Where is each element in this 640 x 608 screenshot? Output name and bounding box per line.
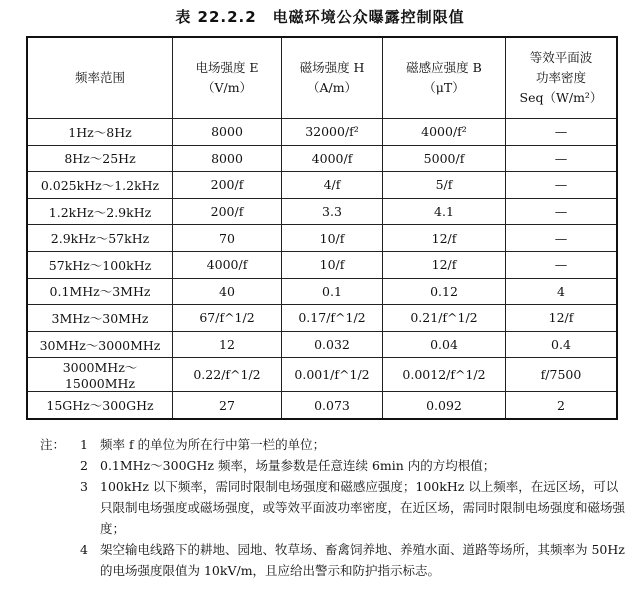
- magnetic-field-cell: 0.001/f^1/2: [282, 358, 383, 392]
- electric-field-cell: 200/f: [173, 198, 282, 225]
- power-density-cell: 4: [506, 278, 618, 305]
- header-magnetic-field-unit: （A/m）: [306, 80, 358, 95]
- magnetic-field-cell: 0.073: [282, 392, 383, 419]
- magnetic-field-cell: 0.032: [282, 331, 383, 358]
- header-magnetic-field-name: 磁场强度 H: [299, 60, 365, 75]
- electric-field-cell: 67/f^1/2: [173, 305, 282, 332]
- magnetic-field-cell: 32000/f²: [282, 119, 383, 146]
- note-item: [40, 539, 625, 581]
- power-density-cell: —: [506, 172, 618, 199]
- electric-field-cell: 40: [173, 278, 282, 305]
- header-power-density: [506, 37, 618, 119]
- magnetic-field-cell: 10/f: [282, 251, 383, 278]
- electric-field-cell: 8000: [173, 119, 282, 146]
- frequency-cell: 1.2kHz～2.9kHz: [27, 198, 173, 225]
- magnetic-induction-cell: 4000/f²: [383, 119, 506, 146]
- power-density-cell: f/7500: [506, 358, 618, 392]
- table-row: [27, 358, 617, 392]
- magnetic-field-cell: 4000/f: [282, 145, 383, 172]
- header-electric-field-name: 电场强度 E: [195, 60, 259, 75]
- notes-lead: 注：: [40, 437, 66, 452]
- magnetic-induction-cell: 0.21/f^1/2: [383, 305, 506, 332]
- frequency-cell: 1Hz～8Hz: [27, 119, 173, 146]
- note-item: [40, 476, 625, 539]
- header-power-density-line2: 功率密度: [535, 70, 586, 85]
- table-row: [27, 331, 617, 358]
- note-text: 0.1MHz～300GHz 频率，场量参数是任意连续 6min 内的方均根值；: [100, 458, 496, 473]
- table-row: [27, 225, 617, 252]
- note-text: 频率 f 的单位为所在行中第一栏的单位；: [100, 437, 326, 452]
- header-frequency-range: 频率范围: [27, 37, 173, 119]
- header-power-density-line1: 等效平面波: [529, 50, 593, 65]
- header-magnetic-induction: [383, 37, 506, 119]
- note-number: 4: [80, 542, 88, 557]
- header-electric-field: [173, 37, 282, 119]
- magnetic-induction-cell: 4.1: [383, 198, 506, 225]
- table-title: 表 22.2.2 电磁环境公众曝露控制限值: [175, 8, 465, 26]
- electric-field-cell: 4000/f: [173, 251, 282, 278]
- magnetic-induction-cell: 5000/f: [383, 145, 506, 172]
- table-header-row: [27, 37, 617, 119]
- table-row: [27, 392, 617, 419]
- electric-field-cell: 0.22/f^1/2: [173, 358, 282, 392]
- frequency-cell: 30MHz～3000MHz: [27, 331, 173, 358]
- table-row: [27, 251, 617, 278]
- frequency-cell: 3MHz～30MHz: [27, 305, 173, 332]
- power-density-cell: —: [506, 145, 618, 172]
- note-number: 2: [80, 458, 88, 473]
- magnetic-field-cell: 4/f: [282, 172, 383, 199]
- magnetic-field-cell: 0.1: [282, 278, 383, 305]
- table-row: [27, 172, 617, 199]
- electric-field-cell: 70: [173, 225, 282, 252]
- frequency-cell: 57kHz～100kHz: [27, 251, 173, 278]
- power-density-cell: —: [506, 198, 618, 225]
- magnetic-induction-cell: 0.092: [383, 392, 506, 419]
- frequency-cell: 0.1MHz～3MHz: [27, 278, 173, 305]
- table-row: [27, 305, 617, 332]
- header-magnetic-induction-unit: （μT）: [423, 80, 465, 95]
- note-text: 架空输电线路下的耕地、园地、牧草场、畜禽饲养地、养殖水面、道路等场所，其频率为 50Hz 的电场强度限值为 10kV/m，且应给出警示和防护指示标志。: [100, 542, 625, 578]
- electric-field-cell: 27: [173, 392, 282, 419]
- electric-field-cell: 12: [173, 331, 282, 358]
- frequency-cell: 2.9kHz～57kHz: [27, 225, 173, 252]
- power-density-cell: —: [506, 251, 618, 278]
- table-row: [27, 145, 617, 172]
- power-density-cell: —: [506, 225, 618, 252]
- magnetic-field-cell: 3.3: [282, 198, 383, 225]
- note-text: 100kHz 以下频率，需同时限制电场强度和磁感应强度；100kHz 以上频率，在远区场，可以只限制电场强度或磁场强度，或等效平面波功率密度，在近区场，需同时限制电场强度和磁场强度；: [100, 479, 626, 536]
- table-notes: [40, 434, 625, 581]
- magnetic-induction-cell: 0.12: [383, 278, 506, 305]
- frequency-cell: 3000MHz～15000MHz: [27, 358, 173, 392]
- header-magnetic-field: [282, 37, 383, 119]
- note-item: [40, 434, 625, 455]
- exposure-limits-table: [26, 36, 618, 420]
- magnetic-induction-cell: 12/f: [383, 225, 506, 252]
- magnetic-induction-cell: 5/f: [383, 172, 506, 199]
- header-power-density-line3: Seq（W/m²）: [519, 90, 603, 105]
- header-magnetic-induction-name: 磁感应强度 B: [406, 60, 482, 75]
- note-item: [40, 455, 625, 476]
- table-row: [27, 119, 617, 146]
- magnetic-induction-cell: 0.0012/f^1/2: [383, 358, 506, 392]
- frequency-cell: 0.025kHz～1.2kHz: [27, 172, 173, 199]
- magnetic-field-cell: 10/f: [282, 225, 383, 252]
- frequency-cell: 8Hz～25Hz: [27, 145, 173, 172]
- electric-field-cell: 8000: [173, 145, 282, 172]
- magnetic-induction-cell: 0.04: [383, 331, 506, 358]
- electric-field-cell: 200/f: [173, 172, 282, 199]
- power-density-cell: 0.4: [506, 331, 618, 358]
- power-density-cell: 12/f: [506, 305, 618, 332]
- power-density-cell: 2: [506, 392, 618, 419]
- magnetic-field-cell: 0.17/f^1/2: [282, 305, 383, 332]
- table-row: [27, 198, 617, 225]
- magnetic-induction-cell: 12/f: [383, 251, 506, 278]
- header-electric-field-unit: （V/m）: [201, 80, 253, 95]
- table-row: [27, 278, 617, 305]
- note-number: 1: [80, 437, 88, 452]
- note-number: 3: [80, 479, 88, 494]
- frequency-cell: 15GHz～300GHz: [27, 392, 173, 419]
- power-density-cell: —: [506, 119, 618, 146]
